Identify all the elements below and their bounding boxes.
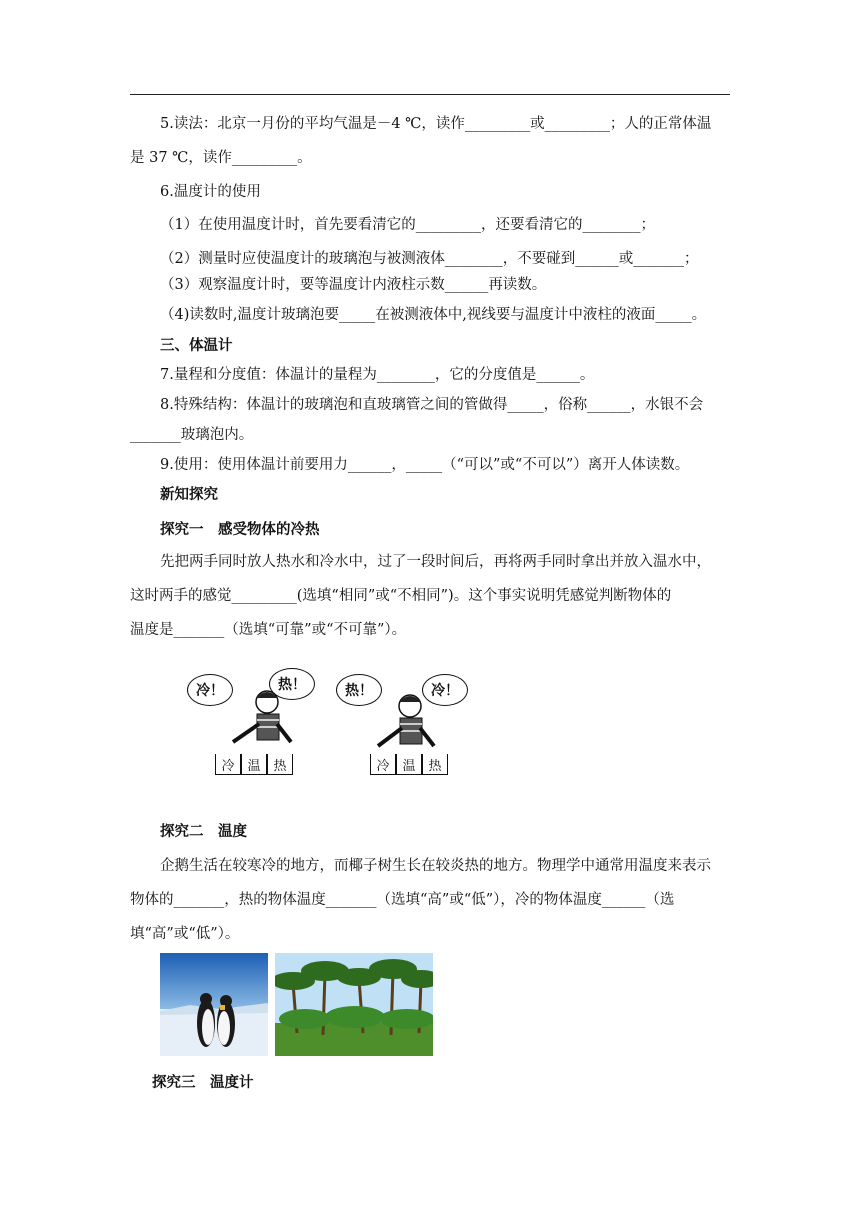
line-6-2: （2）测量时应使温度计的玻璃泡与被测液体________，不要碰到______或_______； <box>160 251 699 267</box>
explore-2-text-3: 填“高”或“低”）。 <box>130 926 240 942</box>
line-6-4: （4)读数时,温度计玻璃泡要_____在被测液体中,视线要与温度计中液柱的液面_____。 <box>160 307 707 323</box>
speech-bubble-cold: 冷！ <box>422 674 468 706</box>
speech-bubble-hot: 热！ <box>269 668 315 700</box>
explore-2-text-1: 企鹅生活在较寒冷的地方，而椰子树生长在较炎热的地方。物理学中通常用温度来表示 <box>160 858 711 874</box>
line-6-3: （3）观察温度计时，要等温度计内液柱示数______再读数。 <box>160 277 547 293</box>
line-9: 9.使用：使用体温计前要用力______，_____（“可以”或“不可以”）离开人体读数。 <box>160 457 690 473</box>
boy-figure <box>368 690 458 756</box>
explore-2-text-2: 物体的_______，热的物体温度_______（选填“高”或“低”），冷的物体温度______（选 <box>130 892 675 908</box>
heading-explore-3: 探究三 温度计 <box>152 1075 254 1091</box>
header-rule <box>130 94 730 95</box>
line-6-title: 6.温度计的使用 <box>160 184 261 200</box>
heading-explore-2: 探究二 温度 <box>160 824 247 840</box>
basin-hot: 热 <box>267 754 293 775</box>
line-5-reading: 5.读法：北京一月份的平均气温是－4 ℃，读作_________或_________；人的正常体温 <box>160 116 712 132</box>
speech-bubble-cold: 冷！ <box>187 674 233 706</box>
explore-1-text-3: 温度是_______（选填“可靠”或“不可靠”）。 <box>130 622 407 638</box>
line-8: 8.特殊结构：体温计的玻璃泡和直玻璃管之间的管做得_____，俗称______，水银不会 <box>160 397 704 413</box>
explore-1-text-2: 这时两手的感觉_________(选填“相同”或“不相同”)。这个事实说明凭感觉判断物体的 <box>130 588 672 604</box>
boy-figure <box>215 684 305 754</box>
penguin-photo <box>160 953 268 1056</box>
line-5-cont: 是 37 ℃，读作_________。 <box>130 150 312 166</box>
explore-1-text-1: 先把两手同时放人热水和冷水中，过了一段时间后，再将两手同时拿出并放入温水中， <box>160 554 711 570</box>
heading-new-knowledge: 新知探究 <box>160 487 218 503</box>
palm-tree-photo <box>275 953 433 1056</box>
line-6-1: （1）在使用温度计时，首先要看清它的_________，还要看清它的________； <box>160 217 655 233</box>
heading-explore-1: 探究一 感受物体的冷热 <box>160 522 320 538</box>
line-7: 7.量程和分度值：体温计的量程为________，它的分度值是______。 <box>160 367 595 383</box>
speech-bubble-hot: 热！ <box>336 674 382 706</box>
basin-warm: 温 <box>396 754 422 775</box>
figure-hands-scene-right <box>334 664 469 776</box>
section-3-heading: 三、体温计 <box>160 338 233 354</box>
basin-warm: 温 <box>241 754 267 775</box>
line-8-cont: _______玻璃泡内。 <box>130 427 254 443</box>
basin-hot: 热 <box>422 754 448 775</box>
basin-cold: 冷 <box>215 754 241 775</box>
basin-cold: 冷 <box>370 754 396 775</box>
figure-hands-scene-left <box>185 664 315 776</box>
